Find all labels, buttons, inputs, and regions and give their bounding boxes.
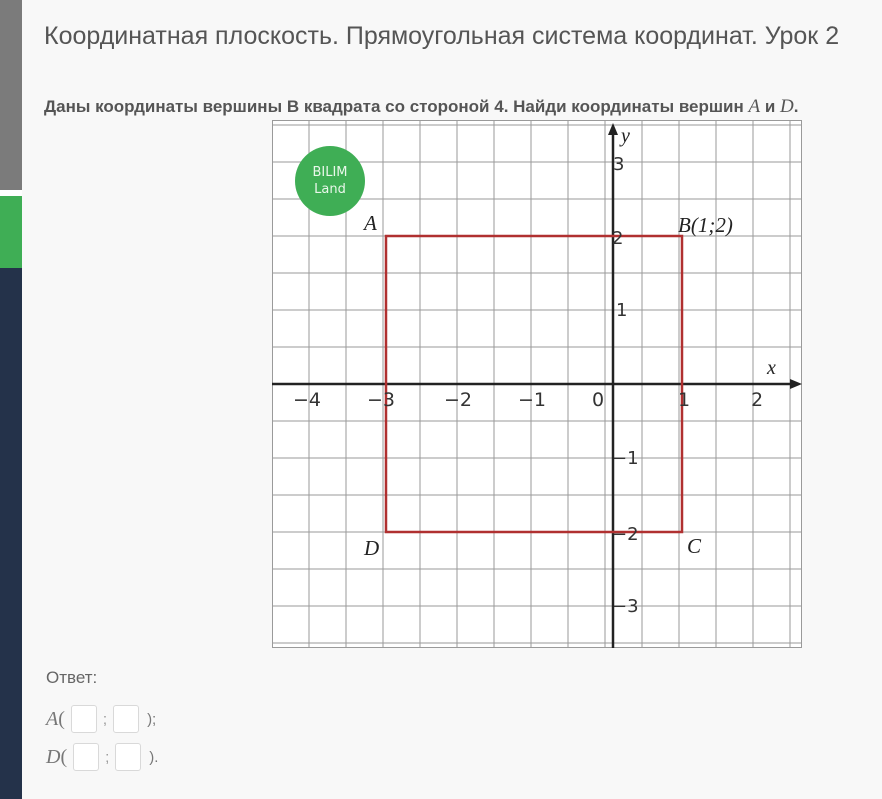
answer-row-a: [46, 702, 156, 736]
task-text: [44, 96, 874, 118]
screen-edge-accent: [0, 196, 22, 268]
task-var-d: D: [780, 96, 794, 117]
answer-close: ).: [149, 748, 159, 766]
x-tick-label: −3: [366, 389, 396, 411]
screen-edge: [0, 0, 22, 190]
answer-separator: ;: [102, 710, 108, 728]
answer-open-paren: (: [60, 745, 68, 768]
x-tick-label: −2: [443, 389, 473, 411]
x-tick-label: 0: [591, 389, 605, 411]
answer-point-a: A: [46, 707, 59, 730]
answer-point-d: D: [46, 745, 61, 768]
task-conjunction: и: [760, 97, 781, 116]
y-tick-label: −1: [612, 448, 639, 469]
task-end: .: [793, 97, 799, 116]
bilimland-logo: [295, 146, 365, 216]
y-tick-label: 1: [616, 300, 628, 321]
vertex-d-label: D: [364, 536, 380, 560]
answer-separator: ;: [105, 748, 110, 766]
x-tick-label: 1: [677, 389, 691, 411]
answer-open-paren: (: [58, 707, 65, 730]
x-axis-label: x: [767, 357, 776, 379]
task-var-a: A: [748, 96, 761, 117]
d-y-input[interactable]: [115, 743, 141, 771]
y-tick-label: 2: [612, 228, 624, 249]
answer-label: Ответ:: [46, 668, 98, 687]
x-tick-label: 2: [750, 389, 764, 411]
vertex-b-label: B(1;2): [678, 213, 733, 237]
vertex-a-label: A: [364, 211, 377, 235]
vertex-c-label: C: [687, 534, 702, 558]
y-tick-label: −3: [612, 596, 639, 617]
answer-close: );: [147, 710, 157, 728]
y-axis-label: y: [621, 125, 630, 147]
task-statement: Даны координаты вершины B квадрата со стороной 4. Найди координаты вершин: [44, 97, 749, 116]
d-x-input[interactable]: [73, 743, 99, 771]
x-tick-label: −4: [292, 389, 322, 411]
lesson-title: Координатная плоскость. Прямоугольная система координат. Урок 2: [44, 22, 840, 50]
x-tick-label: −1: [517, 389, 547, 411]
a-x-input[interactable]: [71, 705, 97, 733]
y-tick-label: −2: [612, 524, 639, 545]
y-tick-label: 3: [613, 154, 625, 175]
screen-edge-dark: [0, 268, 22, 799]
answer-row-d: [46, 740, 158, 774]
coordinate-figure: [272, 120, 802, 648]
logo-line1: BILIM: [312, 165, 348, 180]
logo-line2: Land: [314, 182, 346, 197]
lesson-page: [22, 0, 882, 799]
a-y-input[interactable]: [113, 705, 139, 733]
